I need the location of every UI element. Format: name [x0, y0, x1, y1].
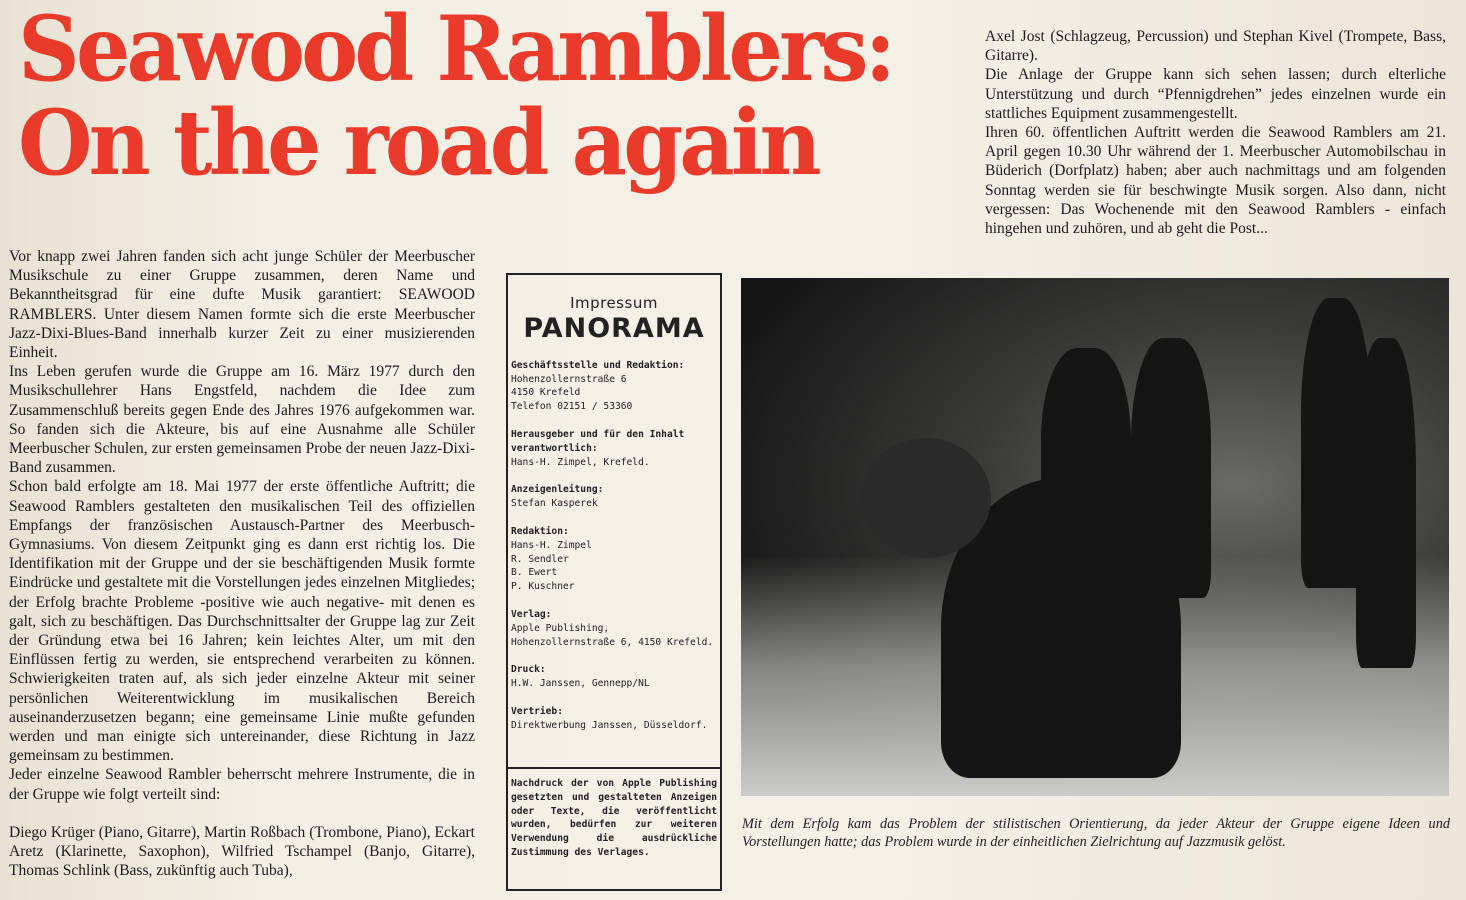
band-photo	[741, 278, 1449, 796]
headline-line-2: On the road again	[18, 90, 818, 196]
paragraph: Ihren 60. öffentlichen Auftritt werden die Seawood Ramblers am 21. April gegen 10.30 Uhr während der 1. Meerbuscher Automobilschau in Büderich (Dorfplatz) haben; aber auch nachmittags und am folgenden Sonntag werden sie für beschwingte Musik sorgen. Also dann, nicht vergessen: Das Wochenende mit den Seawood Ramblers - einfach hingehen und zuhören, und ab geht die Post...	[985, 124, 1446, 238]
impressum-label: Druck:	[511, 664, 546, 676]
impressum-label: Vertrieb:	[511, 705, 563, 717]
paragraph: Schon bald erfolgte am 18. Mai 1977 der erste öffentliche Auftritt; die Seawood Ramblers gestalteten den musikalischen Teil des offiziellen Empfangs der französischen Austausch-Partner des Meerbusch-Gymnasiums. Von diesem Zeitpunkt ging es dann erst richtig los. Die Identifikation mit der Gruppe und der sie beschäftigenden Musik formte Eindrücke und gestaltete mit die Vorstellungen jedes einzelnen Mitgliedes; der Erfolg brachte Probleme -positive wie auch negative- mit denen es galt, sich zu beschäftigen. Das Durchschnittsalter der Gruppe lag zur Zeit der Gründung etwa bei 16 Jahren; kein leichtes Alter, um mit den Einflüssen fertig zu werden, sie entsprechend verarbeiten zu können. Schwierigkeiten traten auf, als sich jeder einzelne Akteur mit seiner persönlichen Weiterentwicklung im musikalischen Bereich auseinanderzusetzen begann; eine gemeinsame Linie mußte gefunden werden und man einigte sich untereinander, diese Richtung in Jazz gemeinsam zu bestimmen.	[9, 478, 475, 765]
impressum-block	[511, 525, 717, 594]
impressum-line: Hohenzollernstraße 6	[511, 373, 627, 385]
impressum-label: Anzeigenleitung:	[511, 484, 604, 496]
impressum-line: Apple Publishing, Hohenzollernstraße 6, 4150 Krefeld.	[511, 622, 714, 648]
impressum-label: Geschäftsstelle und Redaktion:	[511, 359, 685, 371]
impressum-line: Hans-H. Zimpel, Krefeld.	[511, 456, 650, 468]
article-column-right	[985, 27, 1446, 238]
impressum-line: R. Sendler	[511, 553, 569, 565]
impressum-label: Verlag:	[511, 608, 552, 620]
paragraph: Ins Leben gerufen wurde die Gruppe am 16. März 1977 durch den Musikschullehrer Hans Engstfeld, nachdem die Idee zum Zusammenschluß bereits gegen Ende des Jahres 1976 aufgekommen war. So fanden sich die Akteure, bis auf eine Ausnahme alle Schüler Meerbuscher Schulen, zur ersten gemeinsamen Probe der neuen Jazz-Dixi-Band zusammen.	[9, 363, 475, 477]
impressum-line: Stefan Kasperek	[511, 498, 598, 510]
impressum-block	[511, 705, 717, 733]
paragraph: Axel Jost (Schlagzeug, Percussion) und Stephan Kivel (Trompete, Bass, Gitarre).	[985, 28, 1446, 65]
impressum-line: Telefon 02151 / 53360	[511, 401, 633, 413]
impressum-block	[511, 428, 717, 469]
impressum-label: Redaktion:	[511, 525, 569, 537]
headline-line-1: Seawood Ramblers:	[18, 0, 893, 102]
impressum-reprint-note: Nachdruck der von Apple Publishing gesetzten und gestalteten Anzeigen oder Texte, die veröffentlicht wurden, bedürfen zur weiteren Verwendung die ausdrückliche Zustimmung des Verlages.	[508, 767, 720, 860]
article-column-left	[9, 247, 475, 881]
paragraph: Jeder einzelne Seawood Rambler beherrscht mehrere Instrumente, die in der Gruppe wie folgt verteilt sind:	[9, 766, 475, 803]
impressum-block	[511, 608, 717, 649]
photo-drum-kit	[861, 438, 991, 558]
impressum-block	[511, 663, 717, 691]
impressum-block	[511, 483, 717, 511]
impressum-line: H.W. Janssen, Gennepp/NL	[511, 678, 650, 690]
photo-caption: Mit dem Erfolg kam das Problem der stilistischen Orientierung, da jeder Akteur der Gruppe eigene Ideen und Vorstellungen hatte; das Problem wurde in der einheitlichen Zielrichtung auf Jazzmusik gelöst.	[742, 816, 1450, 850]
impressum-line: 4150 Krefeld	[511, 387, 581, 399]
impressum-block	[511, 359, 717, 414]
impressum-line: P. Kuschner	[511, 581, 575, 593]
impressum-box	[506, 273, 722, 891]
headline	[18, 0, 916, 196]
impressum-line: B. Ewert	[511, 567, 558, 579]
impressum-line: Hans-H. Zimpel	[511, 539, 592, 551]
photo-figure	[1356, 338, 1416, 668]
paragraph: Die Anlage der Gruppe kann sich sehen lassen; durch elterliche Unterstützung und durch “Pfennigdrehen” jedes einzelnen wurde ein stattliches Equipment zusammengestellt.	[985, 66, 1446, 122]
impressum-kicker: Impressum	[570, 294, 658, 312]
paragraph: Diego Krüger (Piano, Gitarre), Martin Roßbach (Trombone, Piano), Eckart Aretz (Klarinette, Saxophon), Wilfried Tschampel (Banjo, Gitarre), Thomas Schlink (Bass, zukünftig auch Tuba),	[9, 823, 475, 880]
impressum-line: Direktwerbung Janssen, Düsseldorf.	[511, 719, 708, 731]
impressum-title: PANORAMA	[523, 312, 705, 344]
impressum-label: Herausgeber und für den Inhalt verantwortlich:	[511, 428, 685, 454]
paragraph: Vor knapp zwei Jahren fanden sich acht junge Schüler der Meerbuscher Musikschule zu einer Gruppe zusammen, deren Name und Bekanntheitsgrad für eine dufte Musik garantiert: SEAWOOD RAMBLERS. Unter diesem Namen formte sich die erste Meerbuscher Jazz-Dixi-Blues-Band innerhalb kurzer Zeit zu einer musizierenden Einheit.	[9, 248, 475, 362]
